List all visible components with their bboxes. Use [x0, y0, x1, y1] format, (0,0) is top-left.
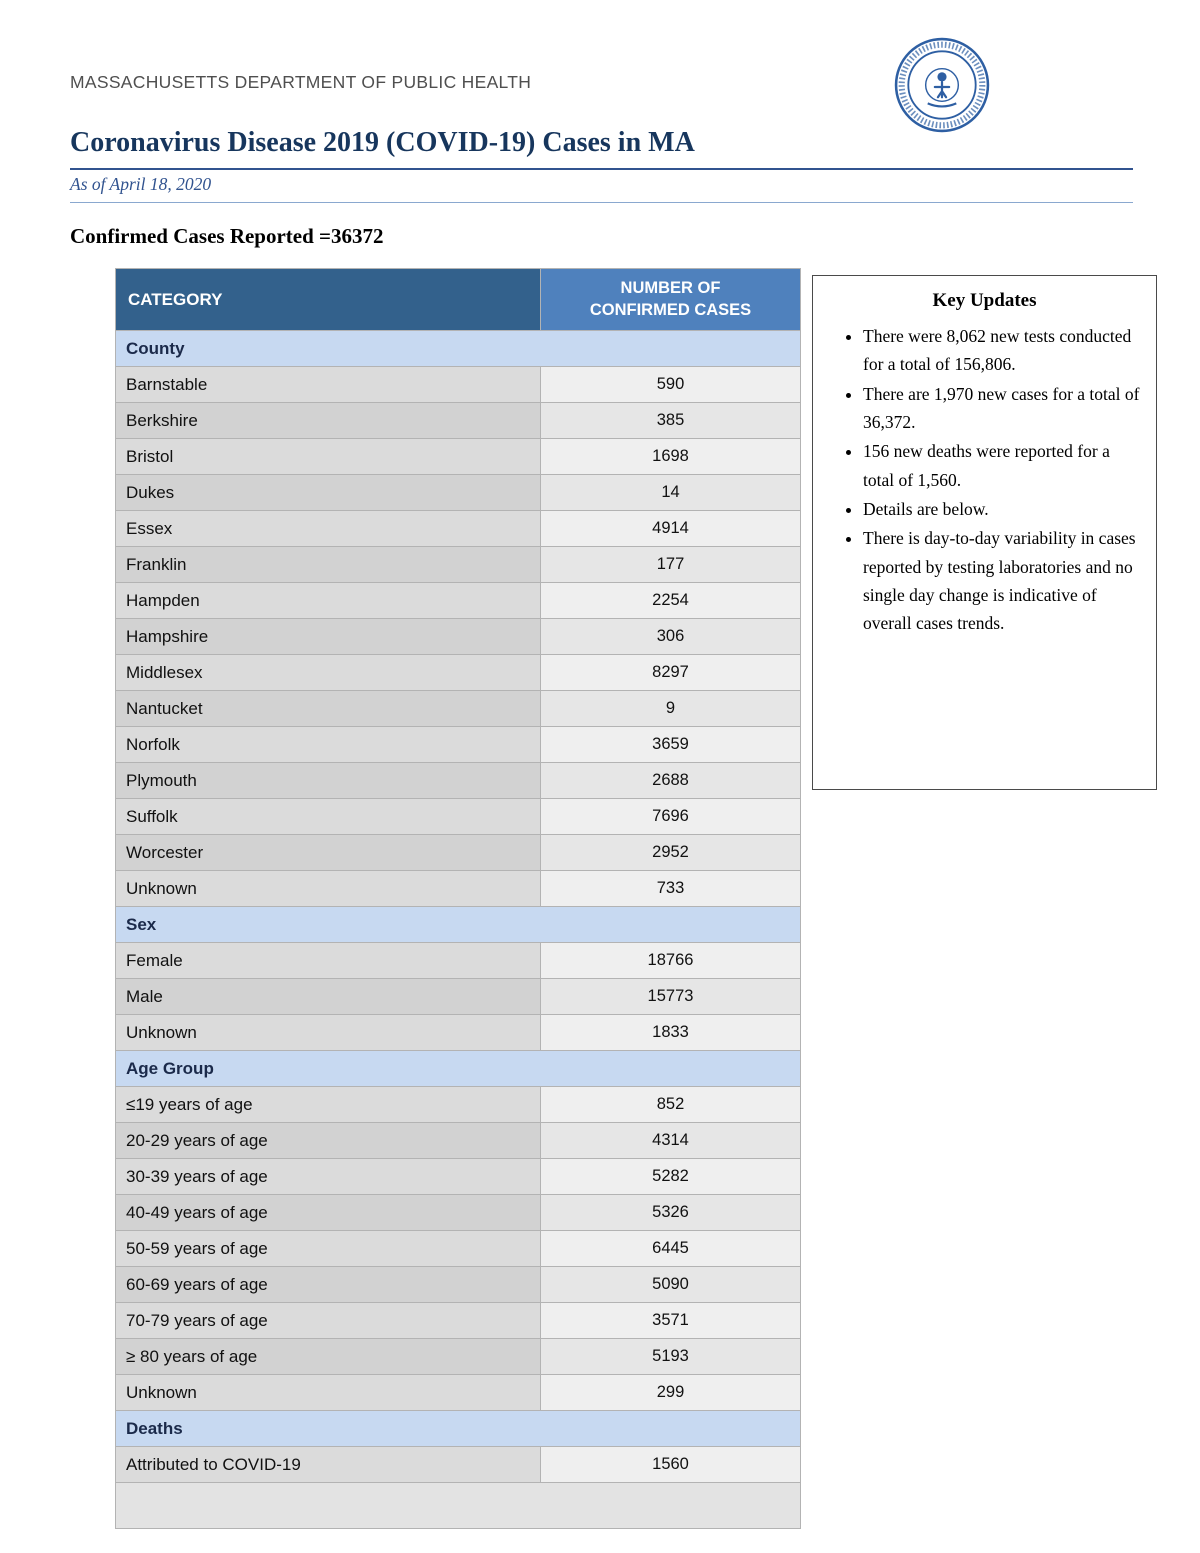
- key-update-item: • There is day-to-day variability in cases reported by testing laboratories and no single day change is indicative of overall cases trends.: [863, 524, 1140, 637]
- value-cell: 733: [541, 871, 801, 907]
- table-row: [116, 1339, 801, 1375]
- section-header-row: [116, 331, 801, 367]
- category-cell: Middlesex: [116, 655, 541, 691]
- category-cell: Barnstable: [116, 367, 541, 403]
- table-row: [116, 439, 801, 475]
- section-header-row: [116, 907, 801, 943]
- table-row: [116, 1447, 801, 1483]
- category-cell: Berkshire: [116, 403, 541, 439]
- table-row: [116, 1375, 801, 1411]
- table-row: [116, 1195, 801, 1231]
- key-update-item: • There were 8,062 new tests conducted for a total of 156,806.: [863, 322, 1140, 379]
- table-row: [116, 1123, 801, 1159]
- value-cell: 2688: [541, 763, 801, 799]
- table-row: [116, 799, 801, 835]
- category-cell: 50-59 years of age: [116, 1231, 541, 1267]
- key-update-item: • 156 new deaths were reported for a total of 1,560.: [863, 437, 1140, 494]
- table-row: [116, 691, 801, 727]
- value-cell: 1560: [541, 1447, 801, 1483]
- table-row: [116, 943, 801, 979]
- value-cell: 306: [541, 619, 801, 655]
- value-cell: 8297: [541, 655, 801, 691]
- value-cell: 5193: [541, 1339, 801, 1375]
- category-cell: Unknown: [116, 1015, 541, 1051]
- table-row: [116, 871, 801, 907]
- table-row: [116, 1087, 801, 1123]
- table-row: [116, 547, 801, 583]
- value-cell: 299: [541, 1375, 801, 1411]
- category-cell: 40-49 years of age: [116, 1195, 541, 1231]
- category-cell: Bristol: [116, 439, 541, 475]
- table-row: [116, 979, 801, 1015]
- category-cell: Nantucket: [116, 691, 541, 727]
- category-cell: Norfolk: [116, 727, 541, 763]
- table-row: [116, 1303, 801, 1339]
- category-cell: 70-79 years of age: [116, 1303, 541, 1339]
- section-header-cell: Sex: [116, 907, 801, 943]
- category-cell: Suffolk: [116, 799, 541, 835]
- value-cell: 6445: [541, 1231, 801, 1267]
- category-cell: Franklin: [116, 547, 541, 583]
- section-header-row: [116, 1051, 801, 1087]
- category-column-header: CATEGORY: [116, 269, 541, 331]
- category-cell: 20-29 years of age: [116, 1123, 541, 1159]
- key-update-item: • There are 1,970 new cases for a total of 36,372.: [863, 380, 1140, 437]
- key-updates-list: [813, 322, 1156, 638]
- value-cell: 177: [541, 547, 801, 583]
- value-cell: 2254: [541, 583, 801, 619]
- table-row: [116, 1015, 801, 1051]
- table-row: [116, 511, 801, 547]
- category-cell: Essex: [116, 511, 541, 547]
- category-cell: Attributed to COVID-19: [116, 1447, 541, 1483]
- department-header: MASSACHUSETTS DEPARTMENT OF PUBLIC HEALTH: [70, 72, 532, 92]
- table-row: [116, 727, 801, 763]
- table-row: [116, 367, 801, 403]
- empty-footer-cell: [116, 1483, 801, 1529]
- category-cell: Female: [116, 943, 541, 979]
- table-row: [116, 583, 801, 619]
- value-cell: 5282: [541, 1159, 801, 1195]
- case-table-body: [116, 331, 801, 1529]
- value-cell: 2952: [541, 835, 801, 871]
- category-cell: 30-39 years of age: [116, 1159, 541, 1195]
- confirmed-cases-column-header: NUMBER OF CONFIRMED CASES: [541, 269, 801, 331]
- value-cell: 14: [541, 475, 801, 511]
- section-header-row: [116, 1411, 801, 1447]
- value-cell: 3571: [541, 1303, 801, 1339]
- table-row: [116, 763, 801, 799]
- value-cell: 4914: [541, 511, 801, 547]
- category-cell: ≥ 80 years of age: [116, 1339, 541, 1375]
- category-cell: Unknown: [116, 871, 541, 907]
- category-cell: ≤19 years of age: [116, 1087, 541, 1123]
- table-row: [116, 1159, 801, 1195]
- value-cell: 385: [541, 403, 801, 439]
- category-cell: Unknown: [116, 1375, 541, 1411]
- section-header-cell: Age Group: [116, 1051, 801, 1087]
- value-cell: 5326: [541, 1195, 801, 1231]
- category-cell: Plymouth: [116, 763, 541, 799]
- dph-seal-logo: [893, 36, 991, 134]
- confirmed-cases-heading: Confirmed Cases Reported =36372: [70, 224, 384, 248]
- as-of-date: As of April 18, 2020: [70, 174, 1133, 203]
- value-cell: 15773: [541, 979, 801, 1015]
- value-cell: 9: [541, 691, 801, 727]
- table-row: [116, 655, 801, 691]
- category-cell: Worcester: [116, 835, 541, 871]
- table-row: [116, 835, 801, 871]
- section-header-cell: County: [116, 331, 801, 367]
- category-cell: Male: [116, 979, 541, 1015]
- table-header-row: [116, 269, 801, 331]
- section-header-cell: Deaths: [116, 1411, 801, 1447]
- category-cell: Hampden: [116, 583, 541, 619]
- value-cell: 852: [541, 1087, 801, 1123]
- page-title: Coronavirus Disease 2019 (COVID-19) Cases in MA: [70, 127, 1133, 170]
- table-row: [116, 403, 801, 439]
- empty-footer-row: [116, 1483, 801, 1529]
- value-cell: 5090: [541, 1267, 801, 1303]
- category-cell: Dukes: [116, 475, 541, 511]
- key-updates-title: Key Updates: [932, 290, 1037, 311]
- value-cell: 1833: [541, 1015, 801, 1051]
- table-row: [116, 1267, 801, 1303]
- key-update-item: • Details are below.: [863, 495, 1140, 523]
- category-cell: 60-69 years of age: [116, 1267, 541, 1303]
- cases-table: [115, 268, 801, 1529]
- value-cell: 7696: [541, 799, 801, 835]
- value-cell: 3659: [541, 727, 801, 763]
- table-row: [116, 619, 801, 655]
- value-cell: 4314: [541, 1123, 801, 1159]
- category-cell: Hampshire: [116, 619, 541, 655]
- value-cell: 1698: [541, 439, 801, 475]
- key-updates-box: [812, 275, 1157, 790]
- table-row: [116, 1231, 801, 1267]
- value-cell: 18766: [541, 943, 801, 979]
- table-row: [116, 475, 801, 511]
- value-cell: 590: [541, 367, 801, 403]
